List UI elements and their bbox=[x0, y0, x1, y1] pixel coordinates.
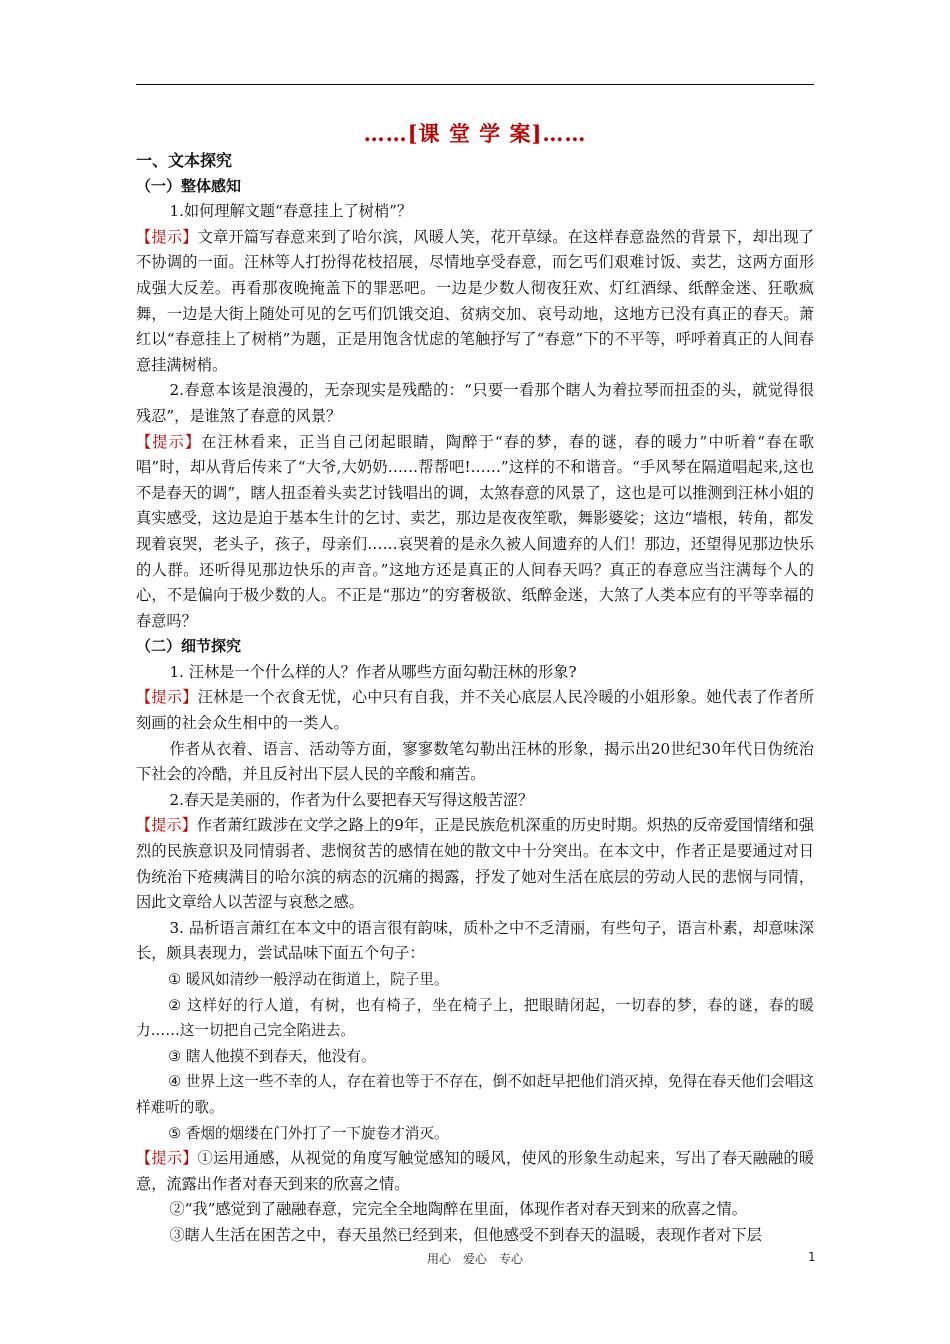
hint-label: 【提示】 bbox=[136, 688, 198, 707]
answer-paragraph bbox=[136, 813, 814, 915]
subsection-heading: （一）整体感知 bbox=[136, 176, 242, 195]
question: 2.春意本该是浪漫的，无奈现实是残酷的：“只要一看那个瞎人为着拉琴而扭歪的头，就觉得很残忍”，是谁煞了春意的风景？ bbox=[136, 381, 814, 425]
example-sentence: ② 这样好的行人道，有树，也有椅子，坐在椅子上，把眼睛闭起，一切春的梦，春的谜，春的暖力……这一切把自己完全陷进去。 bbox=[136, 996, 814, 1040]
example-sentence: ⑤ 香烟的烟缕在门外打了一下旋卷才消灭。 bbox=[168, 1124, 449, 1142]
answer-text: 文章开篇写春意来到了哈尔滨，风暖人笑，花开草绿。在这样春意盎然的背景下，却出现了不协调的一面。汪林等人打扮得花枝招展，尽情地享受春意，而乞丐们艰难讨饭、卖艺，这两方面形成强大反差。再看那夜晚掩盖下的罪恶吧。一边是少数人彻夜狂欢、灯红酒绿、纸醉金迷、狂歌疯舞，一边是大街上随处可见的乞丐们饥饿交迫、贫病交加、哀号动地，这地方已没有真正的春天。萧红以“春意挂上了树梢”为题，正是用饱含忧虑的笔触抒写了“春意”下的不平等，呼呼着真正的人间春意挂满树梢。 bbox=[136, 227, 815, 374]
answer-paragraph bbox=[136, 1146, 814, 1197]
content-body bbox=[136, 148, 814, 1249]
subsection-heading: （二）细节探究 bbox=[136, 637, 242, 656]
hint-label: 【提示】 bbox=[136, 227, 198, 246]
example-sentence: ① 暖风如清纱一般浮动在街道上，院子里。 bbox=[168, 971, 449, 988]
header-rule bbox=[136, 84, 814, 85]
answer-paragraph bbox=[136, 430, 814, 635]
question: 1.如何理解文题“春意挂上了树梢”？ bbox=[169, 202, 413, 221]
answer-text: 汪林是一个衣食无忧，心中只有自我，并不关心底层人民冷暖的小姐形象。她代表了作者所刻画的社会众生相中的一类人。 bbox=[136, 688, 815, 733]
answer-paragraph: ②“我”感觉到了融融春意，完完全全地陶醉在里面，体现作者对春天到来的欣喜之情。 bbox=[169, 1200, 747, 1219]
section-heading: 一、文本探究 bbox=[136, 151, 233, 170]
hint-label: 【提示】 bbox=[136, 1149, 198, 1168]
answer-text: 作者萧红跋涉在文学之路上的9年，正是民族危机深重的历史时期。炽热的反帝爱国情绪和强烈的民族意识及同情弱者、悲悯贫苦的感情在她的散文中十分突出。在本文中，作者正是要通过对日伪统治下疮痍满目的哈尔滨的病态的沉痛的揭露，抒发了她对生活在底层的劳动人民的悲悯与同情，因此文章给人以苦涩与哀愁之感。 bbox=[136, 816, 814, 912]
question: 2.春天是美丽的，作者为什么要把春天写得这般苦涩？ bbox=[169, 790, 534, 809]
answer-paragraph: ③瞎人生活在困苦之中，春天虽然已经到来，但他感受不到春天的温暖，表现作者对下层 bbox=[169, 1225, 762, 1244]
answer-text: ①运用通感，从视觉的角度写触觉感知的暖风，使风的形象生动起来，写出了春天融融的暖意，流露出作者对春天到来的欣喜之情。 bbox=[136, 1149, 815, 1193]
question: 3. 品析语言萧红在本文中的语言很有韵味，质朴之中不乏清丽，有些句子，语言朴素，却意味深长，颇具表现力，尝试品味下面五个句子： bbox=[136, 918, 814, 963]
hint-label: 【提示】 bbox=[136, 432, 202, 451]
page-number: 1 bbox=[808, 1250, 816, 1264]
example-sentence: ③ 瞎人他摸不到春天，他没有。 bbox=[168, 1047, 376, 1065]
question: 1. 汪林是一个什么样的人？作者从哪些方面勾勒汪林的形象? bbox=[169, 662, 577, 681]
example-sentence: ④ 世界上这一些不幸的人，存在着也等于不存在，倒不如赶早把他们消灭掉，免得在春天他们会唱这样难听的歌。 bbox=[136, 1073, 814, 1116]
answer-paragraph bbox=[136, 685, 814, 736]
footer-motto: 用心 爱心 专心 bbox=[426, 1252, 523, 1266]
answer-paragraph: 作者从衣着、语言、活动等方面，寥寥数笔勾勒出汪林的形象，揭示出20世纪30年代日伪统治下社会的冷酷，并且反衬出下层人民的辛酸和痛苦。 bbox=[136, 739, 814, 784]
answer-paragraph bbox=[136, 225, 814, 379]
hint-label: 【提示】 bbox=[136, 816, 197, 835]
answer-text: 在汪林看来，正当自己闭起眼睛，陶醉于“春的梦，春的谜，春的暖力”中听着“春在歌唱”时，却从背后传来了“大爷,大奶奶……帮帮吧!……”这样的不和谐音。“手风琴在隔道唱起来,这也不是春天的调”，瞎人扭歪着头卖艺讨钱唱出的调，太煞春意的风景了，这也是可以推测到汪林小姐的真实感受，这边是迫于基本生计的乞讨、卖艺，那边是夜夜笙歌，舞影婆娑；这边“墙根，转角，都发现着哀哭，老头子，孩子，母亲们……哀哭着的是永久被人间遗弃的人们！那边，还望得见那边快乐的人群。还听得见那边快乐的声音。”这地方还是真正的人间春天吗？真正的春意应当注满每个人的心，不是偏向于极少数的人。不正是“那边”的穷奢极欲、纸醉金迷，大煞了人类本应有的平等幸福的春意吗？ bbox=[136, 432, 815, 630]
page-title: ……[课 堂 学 案]…… bbox=[363, 121, 587, 146]
